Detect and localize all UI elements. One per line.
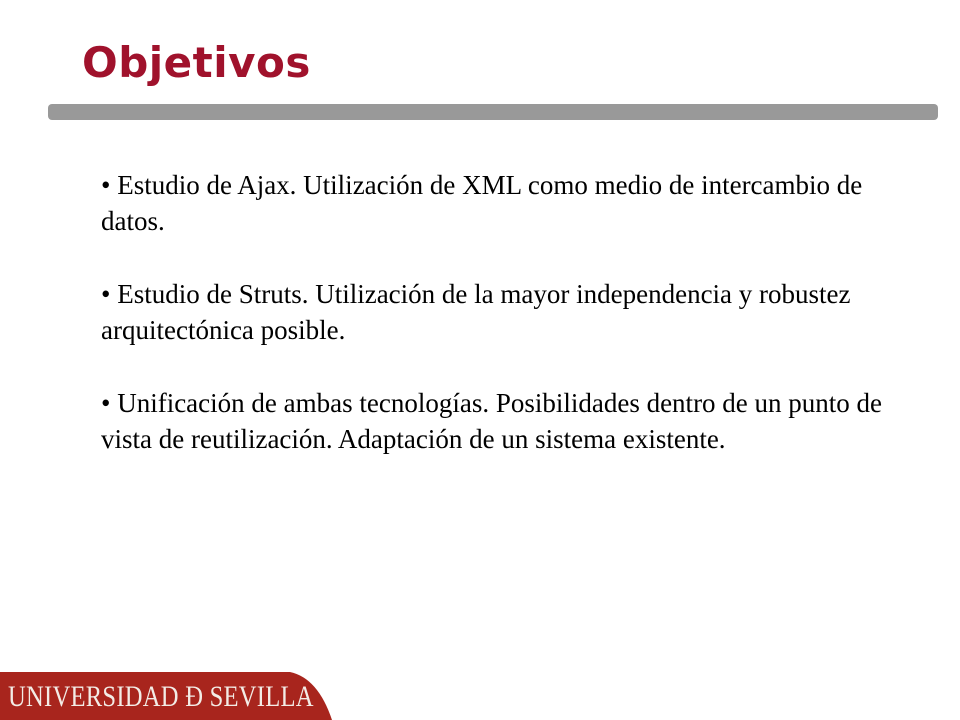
slide-title: Objetivos (82, 38, 311, 87)
bullet-list (101, 167, 921, 494)
bullet-item-unificacion: • Unificación de ambas tecnologías. Posibilidades dentro de un punto de vista de reutilización. Adaptación de un sistema existente. (101, 385, 921, 457)
bullet-item-struts: • Estudio de Struts. Utilización de la mayor independencia y robustez arquitectónica posible. (101, 276, 921, 348)
title-underline-bar (48, 104, 938, 120)
university-logo (0, 672, 332, 720)
university-logo-text: UNIVERSIDAD Ð SEVILLA (8, 680, 314, 713)
bullet-item-ajax: • Estudio de Ajax. Utilización de XML como medio de intercambio de datos. (101, 167, 921, 239)
